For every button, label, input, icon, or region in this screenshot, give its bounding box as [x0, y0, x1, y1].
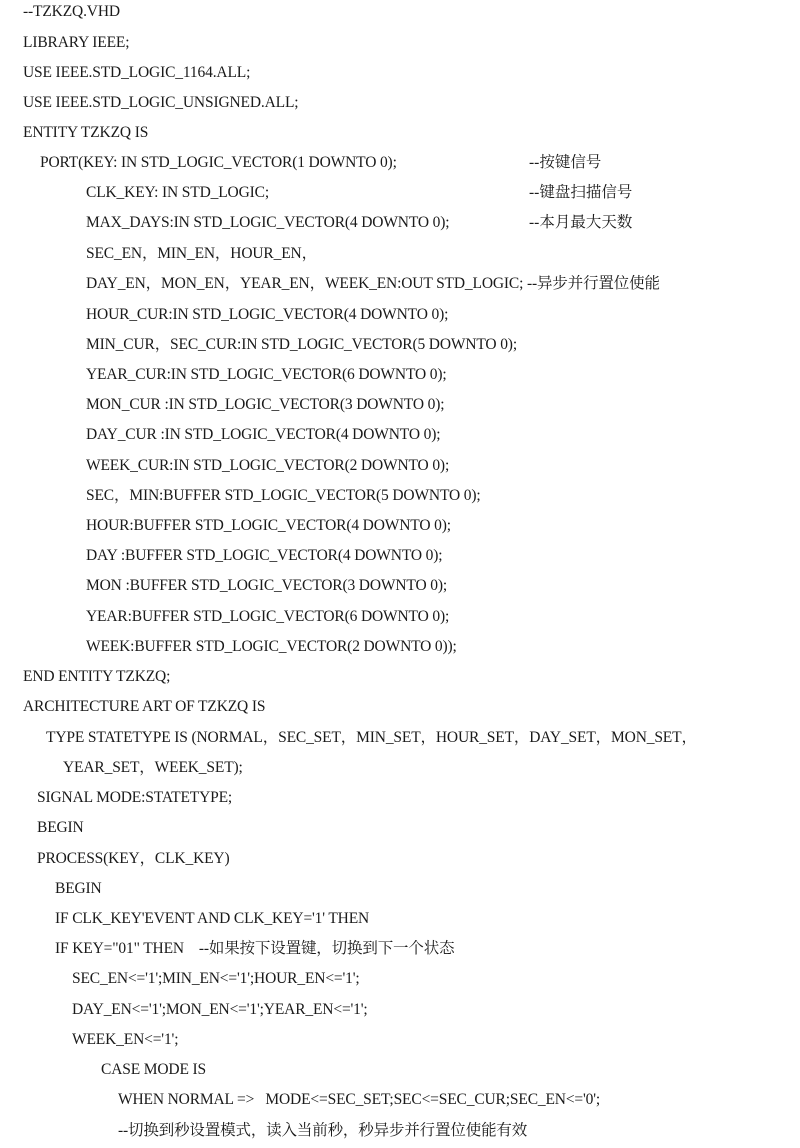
- code-line-clk-key: CLK_KEY: IN STD_LOGIC;: [86, 184, 269, 201]
- code-line-when-normal: WHEN NORMAL => MODE<=SEC_SET;SEC<=SEC_CUR;SEC_EN<='0';: [118, 1091, 601, 1108]
- code-line-type-decl-cont: YEAR_SET，WEEK_SET);: [63, 759, 243, 776]
- code-line-en-ports-2: DAY_EN，MON_EN，YEAR_EN，WEEK_EN:OUT STD_LOGIC; --异步并行置位使能: [86, 275, 660, 292]
- code-line-type-decl: TYPE STATETYPE IS (NORMAL，SEC_SET，MIN_SET，HOUR_SET，DAY_SET，MON_SET，: [46, 729, 697, 746]
- code-line-begin: BEGIN: [37, 819, 84, 836]
- code-line-en-assign-2: DAY_EN<='1';MON_EN<='1';YEAR_EN<='1';: [72, 1001, 368, 1018]
- code-line-en-assign-3: WEEK_EN<='1';: [72, 1031, 179, 1048]
- code-line-year: YEAR:BUFFER STD_LOGIC_VECTOR(6 DOWNTO 0);: [86, 608, 450, 625]
- code-line-year-cur: YEAR_CUR:IN STD_LOGIC_VECTOR(6 DOWNTO 0);: [86, 366, 447, 383]
- code-line-day: DAY :BUFFER STD_LOGIC_VECTOR(4 DOWNTO 0);: [86, 547, 443, 564]
- code-line-en-ports-1: SEC_EN，MIN_EN，HOUR_EN，: [86, 245, 317, 262]
- code-line-hour: HOUR:BUFFER STD_LOGIC_VECTOR(4 DOWNTO 0);: [86, 517, 451, 534]
- code-line-architecture: ARCHITECTURE ART OF TZKZQ IS: [23, 698, 266, 715]
- code-line-process: PROCESS(KEY，CLK_KEY): [37, 850, 230, 867]
- code-line-week-cur: WEEK_CUR:IN STD_LOGIC_VECTOR(2 DOWNTO 0);: [86, 457, 450, 474]
- code-line-en-assign-1: SEC_EN<='1';MIN_EN<='1';HOUR_EN<='1';: [72, 970, 360, 987]
- code-line-use-unsigned: USE IEEE.STD_LOGIC_UNSIGNED.ALL;: [23, 94, 299, 111]
- code-line-when-normal-comment: --切换到秒设置模式，读入当前秒，秒异步并行置位使能有效: [118, 1122, 528, 1139]
- code-line-mon: MON :BUFFER STD_LOGIC_VECTOR(3 DOWNTO 0);: [86, 577, 447, 594]
- code-line-process-begin: BEGIN: [55, 880, 102, 897]
- code-line-use-1164: USE IEEE.STD_LOGIC_1164.ALL;: [23, 64, 251, 81]
- code-line-max-days: MAX_DAYS:IN STD_LOGIC_VECTOR(4 DOWNTO 0);: [86, 214, 450, 231]
- code-line-end-entity: END ENTITY TZKZQ;: [23, 668, 171, 685]
- code-comment-max-days: --本月最大天数: [529, 214, 633, 231]
- code-line-file-comment: --TZKZQ.VHD: [23, 3, 120, 20]
- code-line-library: LIBRARY IEEE;: [23, 34, 130, 51]
- code-line-if-key: IF KEY="01" THEN --如果按下设置键，切换到下一个状态: [55, 940, 455, 957]
- code-line-if-clk: IF CLK_KEY'EVENT AND CLK_KEY='1' THEN: [55, 910, 370, 927]
- code-line-case: CASE MODE IS: [101, 1061, 206, 1078]
- code-line-hour-cur: HOUR_CUR:IN STD_LOGIC_VECTOR(4 DOWNTO 0);: [86, 306, 449, 323]
- code-line-signal-mode: SIGNAL MODE:STATETYPE;: [37, 789, 233, 806]
- code-comment-clk-key: --键盘扫描信号: [529, 184, 633, 201]
- code-comment-key: --按键信号: [529, 154, 602, 171]
- code-line-entity: ENTITY TZKZQ IS: [23, 124, 149, 141]
- code-line-min-sec-cur: MIN_CUR，SEC_CUR:IN STD_LOGIC_VECTOR(5 DOWNTO 0);: [86, 336, 517, 353]
- code-line-sec-min: SEC，MIN:BUFFER STD_LOGIC_VECTOR(5 DOWNTO 0);: [86, 487, 481, 504]
- code-line-day-cur: DAY_CUR :IN STD_LOGIC_VECTOR(4 DOWNTO 0);: [86, 426, 441, 443]
- code-line-week: WEEK:BUFFER STD_LOGIC_VECTOR(2 DOWNTO 0));: [86, 638, 457, 655]
- code-line-mon-cur: MON_CUR :IN STD_LOGIC_VECTOR(3 DOWNTO 0);: [86, 396, 445, 413]
- code-line-port-key: PORT(KEY: IN STD_LOGIC_VECTOR(1 DOWNTO 0);: [40, 154, 397, 171]
